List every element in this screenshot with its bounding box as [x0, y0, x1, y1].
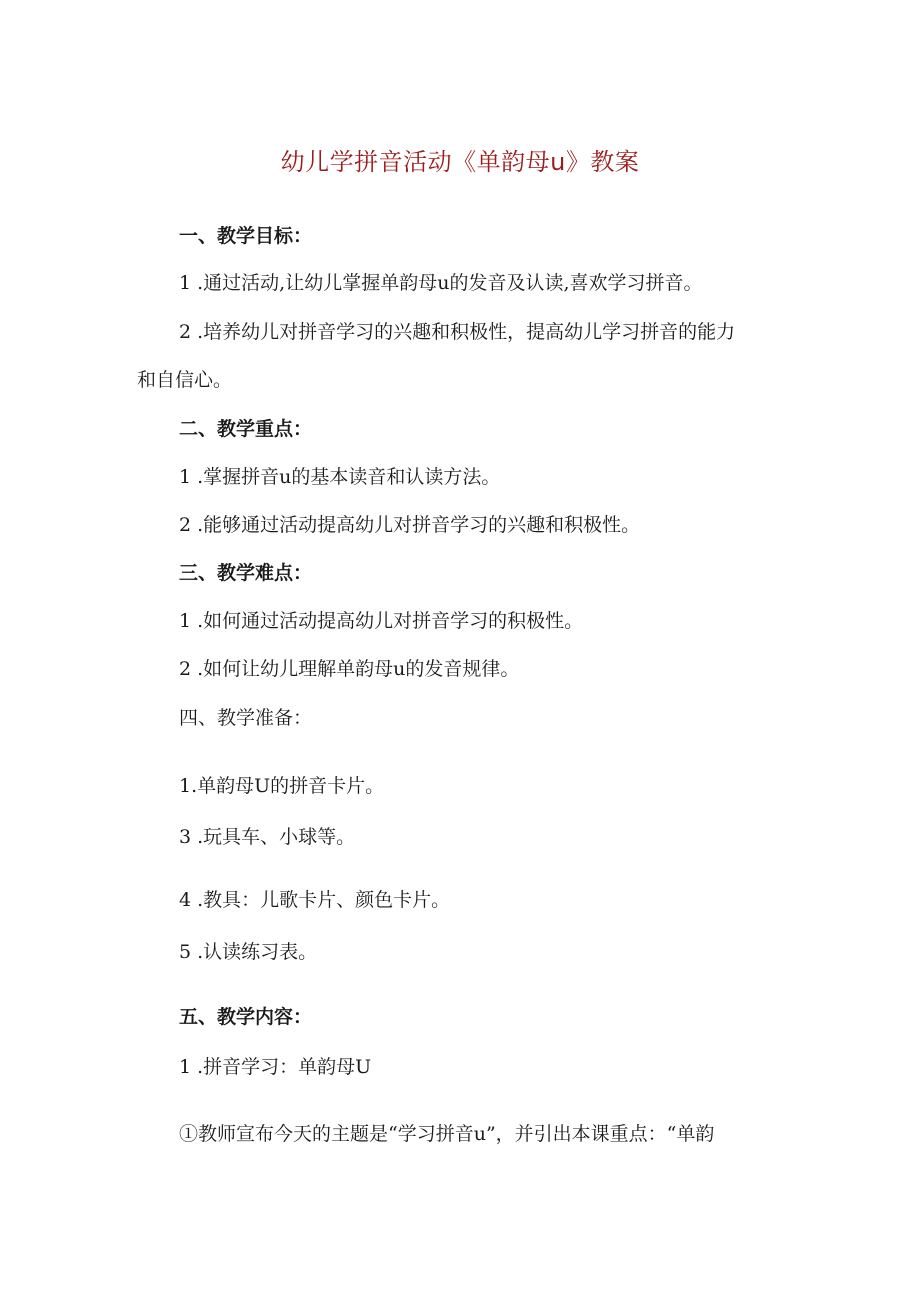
content-item-1: 1 .拼音学习：单韵母U — [179, 1056, 372, 1078]
goal-item-1: 1 .通过活动,让幼儿掌握单韵母u的发音及认读,喜欢学习拼音。 — [179, 272, 703, 294]
document-title: 幼儿学拼音活动《单韵母u》教案 — [280, 148, 640, 176]
section-heading-key-points: 二、教学重点： — [179, 418, 313, 440]
goal-item-2: 2 .培养幼儿对拼音学习的兴趣和积极性，提高幼儿学习拼音的能力 — [179, 321, 736, 343]
section-heading-difficulties: 三、教学难点： — [179, 562, 313, 584]
difficulty-item-2: 2 .如何让幼儿理解单韵母u的发音规律。 — [179, 658, 520, 680]
preparation-item-5: 5 .认读练习表。 — [179, 941, 318, 963]
section-heading-content: 五、教学内容： — [179, 1006, 313, 1028]
preparation-item-4: 4 .教具：儿歌卡片、颜色卡片。 — [179, 889, 451, 911]
goal-item-2-continued: 和自信心。 — [137, 369, 233, 391]
section-heading-preparation: 四、教学准备： — [179, 707, 313, 729]
difficulty-item-1: 1 .如何通过活动提高幼儿对拼音学习的积极性。 — [179, 610, 584, 632]
key-point-item-1: 1 .掌握拼音u的基本读音和认读方法。 — [179, 466, 501, 488]
content-item-2: ①教师宣布今天的主题是“学习拼音u”，并引出本课重点：“单韵 — [179, 1123, 715, 1145]
section-heading-goals: 一、教学目标： — [179, 225, 313, 247]
key-point-item-2: 2 .能够通过活动提高幼儿对拼音学习的兴趣和积极性。 — [179, 514, 641, 536]
preparation-item-1: 1.单韵母U的拼音卡片。 — [179, 775, 385, 797]
preparation-item-3: 3 .玩具车、小球等。 — [179, 826, 356, 848]
